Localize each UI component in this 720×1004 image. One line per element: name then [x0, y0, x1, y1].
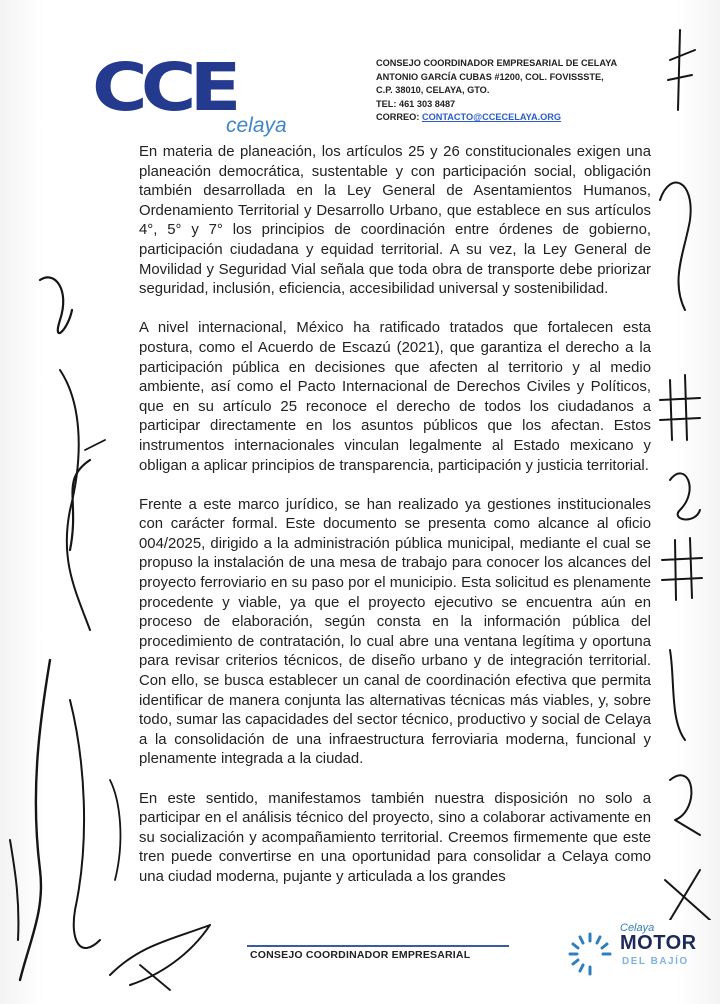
logo-subtext: celaya: [226, 114, 287, 137]
letter-body: [139, 143, 651, 907]
contact-org: CONSEJO COORDINADOR EMPRESARIAL DE CELAYA: [376, 58, 618, 68]
paragraph: En este sentido, manifestamos también nuestra disposición no solo a participar en el análisis técnico del proyecto, sino a colaborar activamente en su socialización y acompañamiento territorial. Creemos firmemente que este tren puede convertirse en una oportunidad para consolidar a Celaya como una ciudad moderna, pujante y articulada a los grandes: [139, 790, 651, 885]
motor-del-bajio-logo: [560, 920, 720, 1004]
contact-city: C.P. 38010, CELAYA, GTO.: [376, 85, 490, 96]
logo-text: CCE: [92, 49, 235, 126]
cce-logo: [92, 49, 292, 142]
contact-email-row: [376, 111, 676, 125]
footer-org-name: CONSEJO COORDINADOR EMPRESARIAL: [250, 949, 471, 961]
contact-block: [376, 57, 676, 125]
motor-logo-line3: DEL BAJÍO: [622, 956, 689, 967]
paragraph: A nivel internacional, México ha ratificado tratados que fortalecen esta postura, como el Acuerdo de Escazú (2021), que garantiza el derecho a la participación pública en decisiones que afecten al territorio y al medio ambiente, así como el Pacto Internacional de Derechos Civiles y Políticos, que en su artículo 25 reconoce el derecho de todos los ciudadanos a participar directamente en los asuntos públicos que los afectan. Estos instrumentos internacionales vinculan legalmente al Estado mexicano y obligan a aplicar principios de transparencia, participación y justicia territorial.: [139, 320, 651, 474]
motor-logo-line1: Celaya: [620, 922, 655, 934]
initials-right-margin: [640, 20, 720, 920]
contact-email-link[interactable]: CONTACTO@CCECELAYA.ORG: [421, 112, 562, 123]
contact-phone: TEL: 461 303 8487: [376, 98, 456, 109]
sunburst-icon: [562, 926, 618, 982]
footer-divider: [247, 945, 509, 947]
paragraph: Frente a este marco jurídico, se han realizado ya gestiones institucionales con carácter formal. Este documento se presenta como alcance al oficio 004/2025, dirigido a la administración pública municipal, mediante el cual se propuso la instalación de una mesa de trabajo para conocer los alcances del proyecto ferroviario en su paso por el municipio. Esta solicitud es plenamente procedente y viable, ya que el proyecto ejecutivo se encuentra aún en proceso de elaboración, según consta en la información pública del procedimiento de contratación, lo cual abre una ventana legítima y oportuna para revisar criterios técnicos, de diseño urbano y de integración territorial. Con ello, se busca establecer un canal de coordinación efectiva que permita identificar de manera conjunta las alternativas técnicas más viables, y, sobre todo, sumar las capacidades del sector técnico, productivo y social de Celaya a la consolidación de una infraestructura ferroviaria moderna, funcional y plenamente integrada a la ciudad.: [139, 496, 651, 768]
contact-email-label: CORREO:: [376, 112, 422, 123]
signature-left-upper: [0, 250, 110, 670]
contact-address: ANTONIO GARCÍA CUBAS #1200, COL. FOVISSSTE,: [376, 71, 604, 82]
paragraph: En materia de planeación, los artículos 25 y 26 constitucionales exigen una planeación democrática, sustentable y con participación social, obligación también desarrollada en la Ley General de Asentamientos Humanos, Ordenamiento Territorial y Desarrollo Urbano, que establece en sus artículos 4°, 5° y 7° los principios de coordinación entre órdenes de gobierno, participación ciudadana y equidad territorial. A su vez, la Ley General de Movilidad y Seguridad Vial señala que toda obra de transporte debe priorizar seguridad, inclusión, eficiencia, accesibilidad universal y sostenibilidad.: [139, 144, 651, 298]
signature-left-lower: [0, 640, 140, 1000]
signature-bottom-left: [100, 905, 240, 995]
motor-logo-line2: MOTOR: [620, 932, 697, 954]
